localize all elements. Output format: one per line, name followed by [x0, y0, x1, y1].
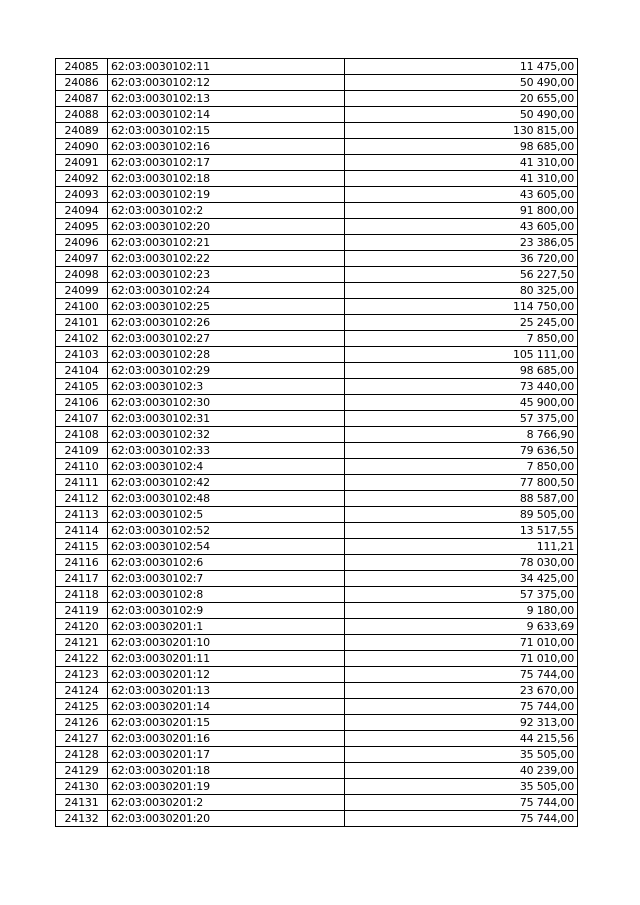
cadastral-number-cell: 62:03:0030102:42 [108, 475, 345, 491]
cadastral-number-cell: 62:03:0030102:23 [108, 267, 345, 283]
row-number-cell: 24097 [56, 251, 108, 267]
row-number-cell: 24093 [56, 187, 108, 203]
cadastral-number-cell: 62:03:0030102:52 [108, 523, 345, 539]
table-row [56, 75, 578, 91]
value-cell: 78 030,00 [345, 555, 578, 571]
value-cell: 80 325,00 [345, 283, 578, 299]
cadastral-number-cell: 62:03:0030102:33 [108, 443, 345, 459]
table-row [56, 763, 578, 779]
value-cell: 79 636,50 [345, 443, 578, 459]
value-cell: 91 800,00 [345, 203, 578, 219]
value-cell: 105 111,00 [345, 347, 578, 363]
cadastral-number-cell: 62:03:0030201:10 [108, 635, 345, 651]
value-cell: 34 425,00 [345, 571, 578, 587]
table-row [56, 507, 578, 523]
row-number-cell: 24119 [56, 603, 108, 619]
row-number-cell: 24111 [56, 475, 108, 491]
row-number-cell: 24090 [56, 139, 108, 155]
value-cell: 57 375,00 [345, 411, 578, 427]
row-number-cell: 24122 [56, 651, 108, 667]
table-row [56, 219, 578, 235]
table-row [56, 747, 578, 763]
table-row [56, 411, 578, 427]
cadastral-number-cell: 62:03:0030102:4 [108, 459, 345, 475]
value-cell: 41 310,00 [345, 155, 578, 171]
value-cell: 7 850,00 [345, 331, 578, 347]
table-row [56, 603, 578, 619]
value-cell: 88 587,00 [345, 491, 578, 507]
table-row [56, 779, 578, 795]
row-number-cell: 24112 [56, 491, 108, 507]
table-row [56, 459, 578, 475]
value-cell: 35 505,00 [345, 779, 578, 795]
cadastral-number-cell: 62:03:0030102:15 [108, 123, 345, 139]
value-cell: 36 720,00 [345, 251, 578, 267]
table-row [56, 731, 578, 747]
table-row [56, 491, 578, 507]
row-number-cell: 24132 [56, 811, 108, 827]
row-number-cell: 24088 [56, 107, 108, 123]
table-body [56, 59, 578, 827]
cadastral-number-cell: 62:03:0030201:14 [108, 699, 345, 715]
row-number-cell: 24108 [56, 427, 108, 443]
row-number-cell: 24109 [56, 443, 108, 459]
cadastral-number-cell: 62:03:0030102:13 [108, 91, 345, 107]
table-row [56, 427, 578, 443]
row-number-cell: 24126 [56, 715, 108, 731]
row-number-cell: 24124 [56, 683, 108, 699]
value-cell: 43 605,00 [345, 219, 578, 235]
table-row [56, 443, 578, 459]
row-number-cell: 24102 [56, 331, 108, 347]
table-row [56, 619, 578, 635]
table-row [56, 123, 578, 139]
value-cell: 40 239,00 [345, 763, 578, 779]
cadastral-number-cell: 62:03:0030102:54 [108, 539, 345, 555]
row-number-cell: 24098 [56, 267, 108, 283]
cadastral-number-cell: 62:03:0030102:31 [108, 411, 345, 427]
cadastral-number-cell: 62:03:0030201:11 [108, 651, 345, 667]
row-number-cell: 24099 [56, 283, 108, 299]
value-cell: 35 505,00 [345, 747, 578, 763]
cadastral-number-cell: 62:03:0030102:16 [108, 139, 345, 155]
table-row [56, 795, 578, 811]
row-number-cell: 24095 [56, 219, 108, 235]
value-cell: 89 505,00 [345, 507, 578, 523]
table-row [56, 475, 578, 491]
cadastral-number-cell: 62:03:0030102:5 [108, 507, 345, 523]
table-row [56, 107, 578, 123]
value-cell: 75 744,00 [345, 667, 578, 683]
cadastral-number-cell: 62:03:0030102:20 [108, 219, 345, 235]
value-cell: 44 215,56 [345, 731, 578, 747]
table-row [56, 91, 578, 107]
table-row [56, 235, 578, 251]
cadastral-number-cell: 62:03:0030201:19 [108, 779, 345, 795]
row-number-cell: 24116 [56, 555, 108, 571]
table-row [56, 587, 578, 603]
value-cell: 98 685,00 [345, 363, 578, 379]
row-number-cell: 24085 [56, 59, 108, 75]
row-number-cell: 24130 [56, 779, 108, 795]
table-row [56, 315, 578, 331]
cadastral-number-cell: 62:03:0030102:7 [108, 571, 345, 587]
table-row [56, 139, 578, 155]
value-cell: 7 850,00 [345, 459, 578, 475]
cadastral-number-cell: 62:03:0030102:18 [108, 171, 345, 187]
row-number-cell: 24118 [56, 587, 108, 603]
value-cell: 43 605,00 [345, 187, 578, 203]
value-cell: 9 633,69 [345, 619, 578, 635]
table-row [56, 187, 578, 203]
row-number-cell: 24105 [56, 379, 108, 395]
value-cell: 75 744,00 [345, 699, 578, 715]
row-number-cell: 24096 [56, 235, 108, 251]
cadastral-number-cell: 62:03:0030201:17 [108, 747, 345, 763]
cadastral-number-cell: 62:03:0030201:2 [108, 795, 345, 811]
table-row [56, 155, 578, 171]
cadastral-number-cell: 62:03:0030102:24 [108, 283, 345, 299]
row-number-cell: 24110 [56, 459, 108, 475]
cadastral-number-cell: 62:03:0030102:9 [108, 603, 345, 619]
row-number-cell: 24128 [56, 747, 108, 763]
row-number-cell: 24086 [56, 75, 108, 91]
cadastral-number-cell: 62:03:0030102:19 [108, 187, 345, 203]
table-row [56, 523, 578, 539]
row-number-cell: 24121 [56, 635, 108, 651]
cadastral-number-cell: 62:03:0030102:11 [108, 59, 345, 75]
row-number-cell: 24127 [56, 731, 108, 747]
row-number-cell: 24103 [56, 347, 108, 363]
row-number-cell: 24113 [56, 507, 108, 523]
cadastral-number-cell: 62:03:0030201:12 [108, 667, 345, 683]
table-row [56, 203, 578, 219]
table-row [56, 699, 578, 715]
cadastral-number-cell: 62:03:0030102:14 [108, 107, 345, 123]
row-number-cell: 24123 [56, 667, 108, 683]
value-cell: 20 655,00 [345, 91, 578, 107]
value-cell: 98 685,00 [345, 139, 578, 155]
row-number-cell: 24101 [56, 315, 108, 331]
table-row [56, 683, 578, 699]
cadastral-number-cell: 62:03:0030201:20 [108, 811, 345, 827]
cadastral-number-cell: 62:03:0030102:17 [108, 155, 345, 171]
table-row [56, 571, 578, 587]
row-number-cell: 24131 [56, 795, 108, 811]
value-cell: 57 375,00 [345, 587, 578, 603]
table-row [56, 651, 578, 667]
value-cell: 11 475,00 [345, 59, 578, 75]
row-number-cell: 24115 [56, 539, 108, 555]
cadastral-number-cell: 62:03:0030102:8 [108, 587, 345, 603]
table-row [56, 251, 578, 267]
value-cell: 56 227,50 [345, 267, 578, 283]
cadastral-number-cell: 62:03:0030201:13 [108, 683, 345, 699]
cadastral-number-cell: 62:03:0030102:27 [108, 331, 345, 347]
cadastral-number-cell: 62:03:0030102:28 [108, 347, 345, 363]
row-number-cell: 24117 [56, 571, 108, 587]
cadastral-number-cell: 62:03:0030102:30 [108, 395, 345, 411]
value-cell: 50 490,00 [345, 75, 578, 91]
table-row [56, 539, 578, 555]
cadastral-number-cell: 62:03:0030102:21 [108, 235, 345, 251]
value-cell: 50 490,00 [345, 107, 578, 123]
row-number-cell: 24125 [56, 699, 108, 715]
value-cell: 92 313,00 [345, 715, 578, 731]
cadastral-number-cell: 62:03:0030102:25 [108, 299, 345, 315]
table-row [56, 379, 578, 395]
cadastral-number-cell: 62:03:0030102:6 [108, 555, 345, 571]
table-row [56, 267, 578, 283]
table-row [56, 363, 578, 379]
cadastral-number-cell: 62:03:0030201:1 [108, 619, 345, 635]
value-cell: 41 310,00 [345, 171, 578, 187]
value-cell: 23 670,00 [345, 683, 578, 699]
cadastral-number-cell: 62:03:0030102:32 [108, 427, 345, 443]
value-cell: 114 750,00 [345, 299, 578, 315]
table-row [56, 331, 578, 347]
cadastral-number-cell: 62:03:0030201:18 [108, 763, 345, 779]
value-cell: 130 815,00 [345, 123, 578, 139]
value-cell: 8 766,90 [345, 427, 578, 443]
value-cell: 71 010,00 [345, 635, 578, 651]
row-number-cell: 24094 [56, 203, 108, 219]
table-row [56, 299, 578, 315]
value-cell: 75 744,00 [345, 811, 578, 827]
row-number-cell: 24129 [56, 763, 108, 779]
cadastral-number-cell: 62:03:0030102:26 [108, 315, 345, 331]
row-number-cell: 24087 [56, 91, 108, 107]
row-number-cell: 24114 [56, 523, 108, 539]
cadastral-number-cell: 62:03:0030102:29 [108, 363, 345, 379]
table-row [56, 715, 578, 731]
value-cell: 77 800,50 [345, 475, 578, 491]
table-row [56, 283, 578, 299]
value-cell: 75 744,00 [345, 795, 578, 811]
table-row [56, 811, 578, 827]
value-cell: 23 386,05 [345, 235, 578, 251]
table-row [56, 171, 578, 187]
value-cell: 13 517,55 [345, 523, 578, 539]
table-row [56, 667, 578, 683]
table-row [56, 347, 578, 363]
cadastral-number-cell: 62:03:0030102:3 [108, 379, 345, 395]
row-number-cell: 24104 [56, 363, 108, 379]
table-row [56, 635, 578, 651]
cadastral-number-cell: 62:03:0030102:2 [108, 203, 345, 219]
value-cell: 9 180,00 [345, 603, 578, 619]
row-number-cell: 24120 [56, 619, 108, 635]
value-cell: 25 245,00 [345, 315, 578, 331]
row-number-cell: 24092 [56, 171, 108, 187]
cadastral-number-cell: 62:03:0030102:48 [108, 491, 345, 507]
value-cell: 45 900,00 [345, 395, 578, 411]
row-number-cell: 24100 [56, 299, 108, 315]
row-number-cell: 24091 [56, 155, 108, 171]
row-number-cell: 24089 [56, 123, 108, 139]
value-cell: 71 010,00 [345, 651, 578, 667]
row-number-cell: 24107 [56, 411, 108, 427]
cadastral-number-cell: 62:03:0030201:16 [108, 731, 345, 747]
table-row [56, 555, 578, 571]
cadastral-number-cell: 62:03:0030201:15 [108, 715, 345, 731]
value-cell: 73 440,00 [345, 379, 578, 395]
table-row [56, 59, 578, 75]
cadastral-number-cell: 62:03:0030102:12 [108, 75, 345, 91]
data-table [55, 58, 578, 827]
cadastral-number-cell: 62:03:0030102:22 [108, 251, 345, 267]
table-row [56, 395, 578, 411]
value-cell: 111,21 [345, 539, 578, 555]
row-number-cell: 24106 [56, 395, 108, 411]
